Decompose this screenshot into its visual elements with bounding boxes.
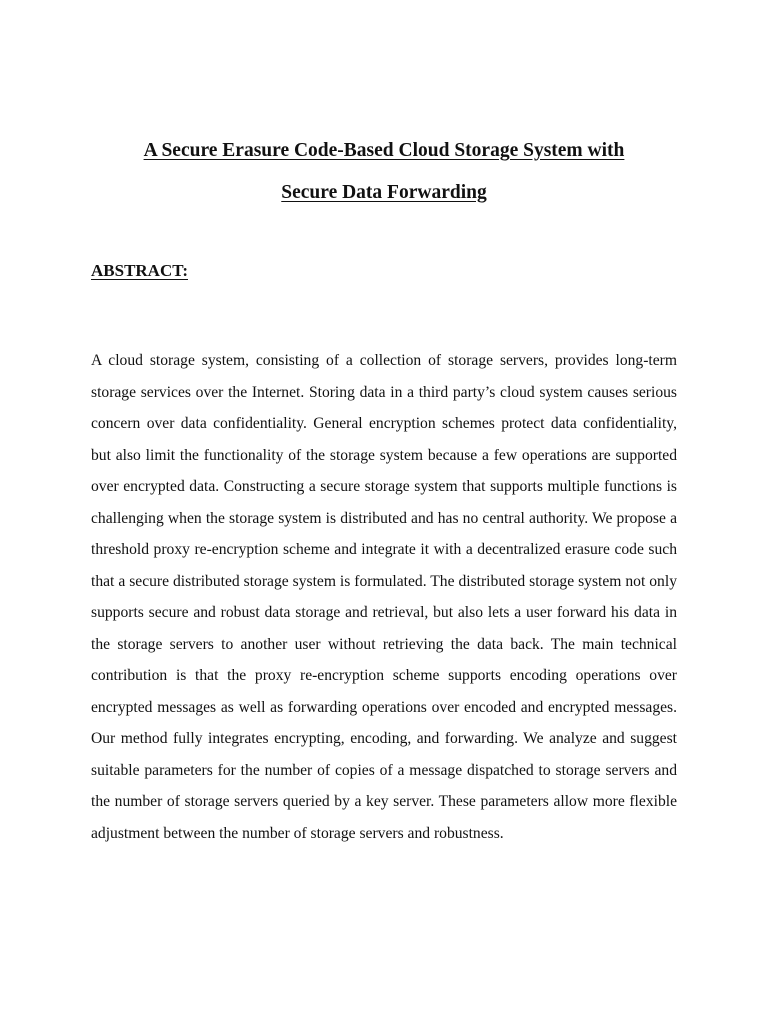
title-line-1: A Secure Erasure Code-Based Cloud Storage System with <box>143 140 625 161</box>
abstract-paragraph: A cloud storage system, consisting of a collection of storage servers, provides long-term storage services over the Internet. Storing data in a third party’s cloud system causes serious concern over data confidentiality. General encryption schemes protect data confidentiality, but also limit the functionality of the storage system because a few operations are supported over encrypted data. Constructing a secure storage system that supports multiple functions is challenging when the storage system is distributed and has no central authority. We propose a threshold proxy re-encryption scheme and integrate it with a decentralized erasure code such that a secure distributed storage system is formulated. The distributed storage system not only supports secure and robust data storage and retrieval, but also lets a user forward his data in the storage servers to another user without retrieving the data back. The main technical contribution is that the proxy re-encryption scheme supports encoding operations over encrypted messages as well as forwarding operations over encoded and encrypted messages. Our method fully integrates encrypting, encoding, and forwarding. We analyze and suggest suitable parameters for the number of copies of a message dispatched to storage servers and the number of storage servers queried by a key server. These parameters allow more flexible adjustment between the number of storage servers and robustness. <box>91 352 677 842</box>
title-line-2: Secure Data Forwarding <box>281 182 487 203</box>
document-title <box>0 130 768 214</box>
abstract-heading: ABSTRACT: <box>91 261 188 280</box>
